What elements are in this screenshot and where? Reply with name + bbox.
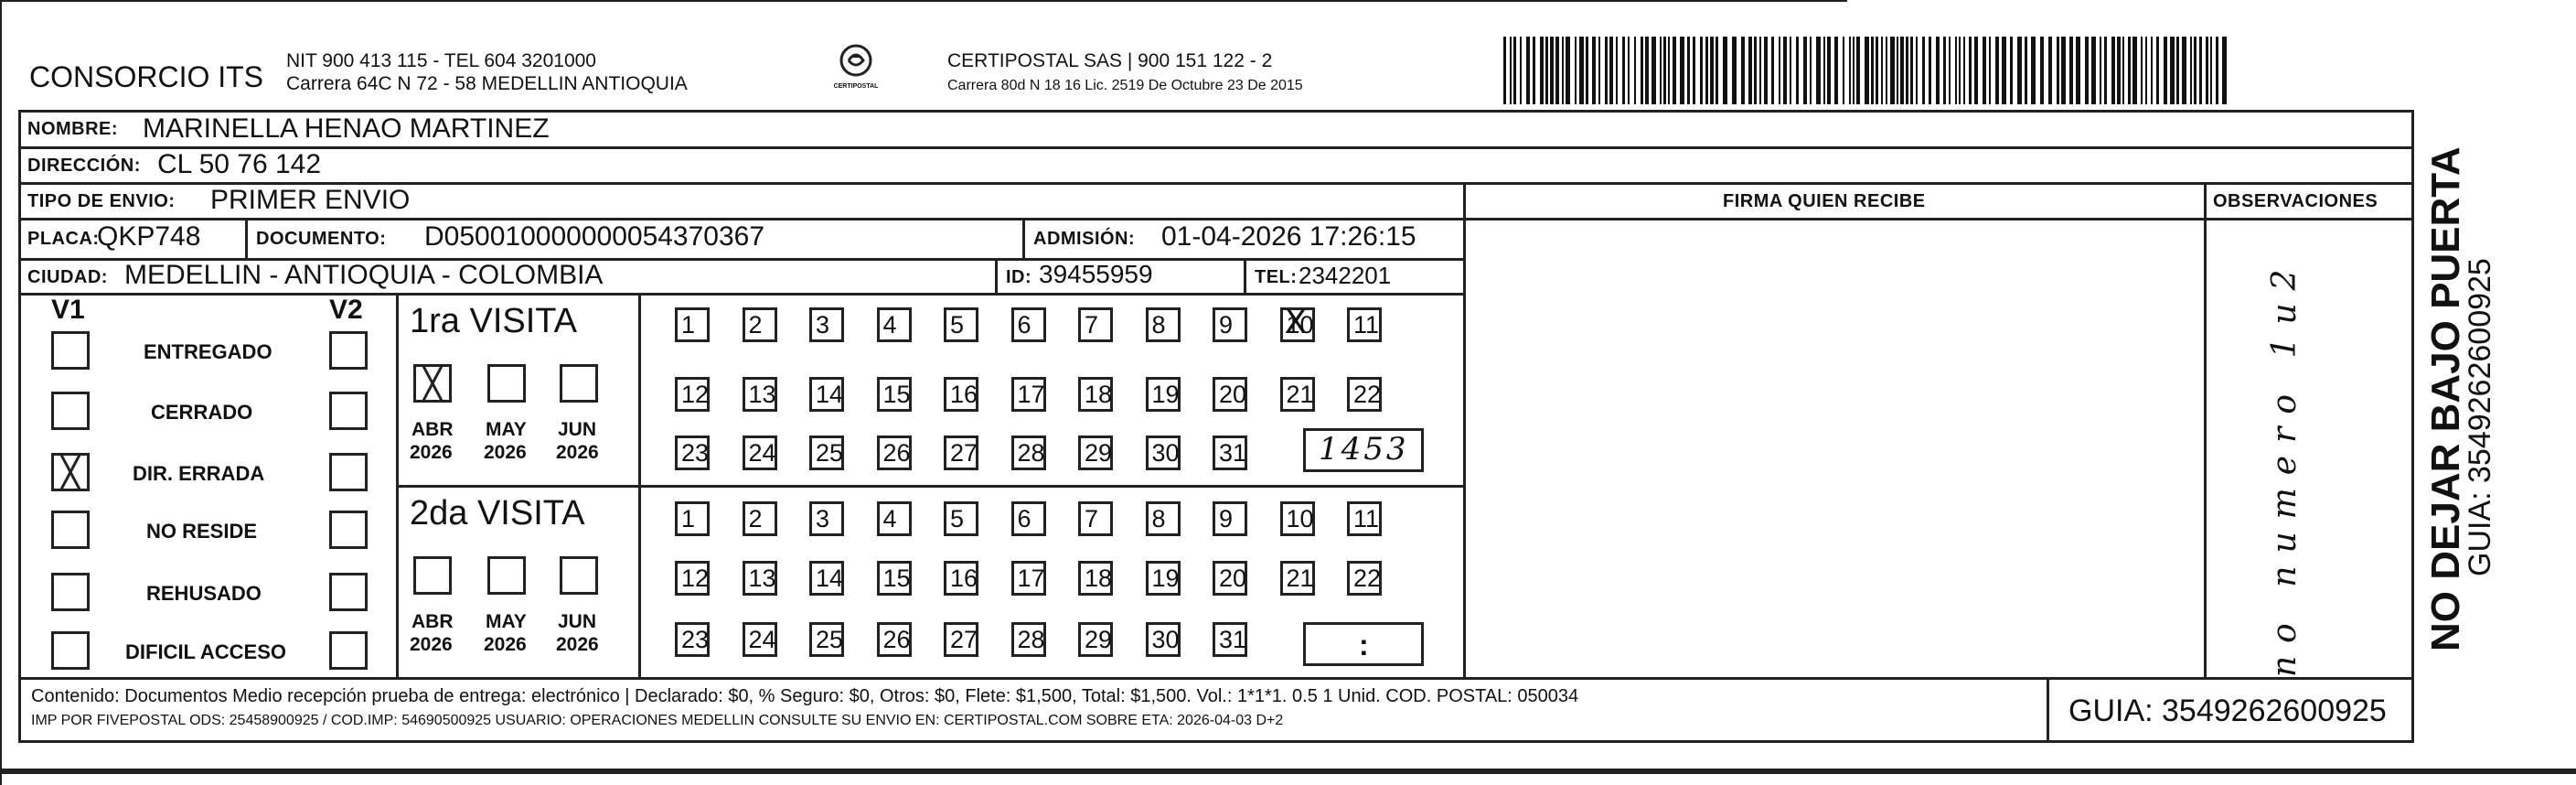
barcode-bar bbox=[2085, 37, 2089, 104]
barcode-bar bbox=[2117, 37, 2121, 104]
barcode-bar bbox=[1555, 37, 1559, 104]
first-visit-day-box[interactable]: 4 bbox=[877, 307, 912, 342]
second-visit-day-box[interactable]: 18 bbox=[1078, 561, 1113, 596]
barcode-bar bbox=[1816, 37, 1821, 104]
v1-checkbox[interactable] bbox=[51, 392, 90, 430]
second-visit-day-box[interactable]: 17 bbox=[1011, 561, 1046, 596]
barcode-bar bbox=[1545, 37, 1548, 104]
first-visit-day-box[interactable]: 30 bbox=[1146, 436, 1181, 470]
barcode-bar bbox=[1663, 37, 1666, 104]
carrier-line-2: Carrera 80d N 18 16 Lic. 2519 De Octubre 23 De 2015 bbox=[947, 78, 1303, 93]
year-label: 2026 bbox=[556, 442, 599, 463]
barcode-bar bbox=[2132, 37, 2137, 104]
barcode-bar bbox=[1634, 37, 1636, 104]
barcode-bar bbox=[2069, 37, 2073, 104]
company-line-2: Carrera 64C N 72 - 58 MEDELLIN ANTIOQUIA bbox=[286, 73, 688, 94]
barcode-bar bbox=[1827, 37, 1831, 104]
first-visit-day-box[interactable]: 28 bbox=[1011, 436, 1046, 470]
tel-value: 2342201 bbox=[1299, 262, 1392, 289]
status-label: ENTREGADO bbox=[144, 340, 273, 363]
barcode-bar bbox=[1969, 37, 1972, 104]
second-visit-day-box[interactable]: 28 bbox=[1011, 622, 1046, 657]
first-visit-day-box[interactable]: 16 bbox=[944, 377, 978, 412]
second-visit-title: 2da VISITA bbox=[410, 494, 585, 532]
barcode-bar bbox=[2164, 37, 2167, 104]
barcode-bar bbox=[1779, 37, 1780, 104]
second-visit-day-box[interactable]: 2 bbox=[743, 501, 777, 536]
barcode-bar bbox=[1628, 37, 1630, 104]
status-label: CERRADO bbox=[151, 401, 253, 424]
barcode-bar bbox=[2076, 37, 2080, 104]
barcode-bar bbox=[1949, 37, 1951, 104]
barcode-bar bbox=[1881, 37, 1883, 104]
v1-checkbox[interactable] bbox=[51, 331, 90, 370]
observaciones-label: OBSERVACIONES bbox=[2213, 191, 2378, 211]
barcode-bar bbox=[1849, 37, 1851, 104]
barcode-bar bbox=[1759, 37, 1761, 104]
barcode-bar bbox=[2061, 37, 2066, 104]
barcode-bar bbox=[1890, 37, 1895, 104]
barcode-bar bbox=[1906, 37, 1908, 104]
barcode-bar bbox=[1673, 37, 1676, 104]
barcode-bar bbox=[2194, 37, 2197, 104]
barcode-bar bbox=[1916, 37, 1918, 104]
first-visit-day-box[interactable]: 27 bbox=[944, 436, 978, 470]
barcode-bar bbox=[1520, 37, 1522, 104]
year-label: 2026 bbox=[556, 634, 599, 655]
second-visit-day-box[interactable]: 21 bbox=[1280, 561, 1315, 596]
first-visit-day-box[interactable]: 6 bbox=[1011, 307, 1046, 342]
first-visit-month-checkbox[interactable] bbox=[413, 364, 452, 403]
admision-label: ADMISIÓN: bbox=[1033, 229, 1136, 249]
tipo-envio-value: PRIMER ENVIO bbox=[210, 185, 411, 215]
barcode-bar bbox=[2031, 37, 2036, 104]
second-visit-month-checkbox[interactable] bbox=[487, 556, 526, 595]
row-line bbox=[18, 146, 2414, 149]
ciudad-value: MEDELLIN - ANTIOQUIA - COLOMBIA bbox=[124, 260, 604, 290]
direccion-value: CL 50 76 142 bbox=[157, 149, 322, 179]
barcode-bar bbox=[1566, 37, 1570, 104]
first-visit-day-box[interactable]: 9 bbox=[1213, 307, 1247, 342]
v1-checkbox[interactable] bbox=[51, 453, 90, 491]
barcode-bar bbox=[1592, 37, 1596, 104]
second-visit-day-box[interactable]: 15 bbox=[877, 561, 912, 596]
barcode-bar bbox=[2206, 37, 2208, 104]
year-label: 2026 bbox=[410, 634, 453, 655]
second-visit-day-box[interactable]: 24 bbox=[743, 622, 777, 657]
barcode-bar bbox=[1910, 37, 1913, 104]
v1-checkbox[interactable] bbox=[51, 573, 90, 611]
footer-contents: Contenido: Documentos Medio recepción prueba de entrega: electrónico | Declarado: $0, % Seguro: $0, Otros: $0, Flete: $1,500, Total: $1,500. Vol.: 1*1*1. 0.5 1 Unid. COD. POSTAL: 050034 bbox=[31, 686, 1579, 706]
barcode-bar bbox=[2122, 37, 2124, 104]
admision-value: 01-04-2026 17:26:15 bbox=[1161, 221, 1416, 252]
barcode-bar bbox=[2017, 37, 2022, 104]
barcode-bar bbox=[1741, 37, 1745, 104]
month-label: MAY bbox=[486, 419, 527, 440]
status-label: NO RESIDE bbox=[146, 520, 258, 543]
barcode-bar bbox=[1900, 37, 1904, 104]
id-label: ID: bbox=[1006, 267, 1032, 287]
first-visit-day-box[interactable]: 3 bbox=[809, 307, 844, 342]
second-visit-day-box[interactable]: 9 bbox=[1213, 501, 1247, 536]
barcode-bar bbox=[2170, 37, 2175, 104]
first-visit-time-value: 1453 bbox=[1319, 431, 1409, 468]
month-label: JUN bbox=[558, 419, 597, 440]
barcode-bar bbox=[2002, 37, 2006, 104]
second-visit-day-box[interactable]: 19 bbox=[1146, 561, 1181, 596]
barcode-bar bbox=[1598, 37, 1600, 104]
first-visit-day-box[interactable]: 12 bbox=[675, 377, 710, 412]
barcode-bar bbox=[2111, 37, 2115, 104]
barcode-bar bbox=[1810, 37, 1812, 104]
nombre-value: MARINELLA HENAO MARTINEZ bbox=[143, 113, 550, 144]
barcode-bar bbox=[1503, 37, 1506, 104]
first-visit-day-box[interactable]: 11 bbox=[1347, 307, 1382, 342]
second-visit-day-box[interactable]: 30 bbox=[1146, 622, 1181, 657]
observation-handwriting: no numero 1u2 bbox=[2266, 256, 2303, 677]
barcode-bar bbox=[1823, 37, 1825, 104]
barcode-bar bbox=[2145, 37, 2147, 104]
first-visit-month-checkbox[interactable] bbox=[560, 364, 598, 403]
footer-line bbox=[18, 677, 2414, 680]
col-line bbox=[1463, 182, 1466, 679]
barcode-bar bbox=[1764, 37, 1768, 104]
first-visit-day-box[interactable]: 25 bbox=[809, 436, 844, 470]
first-visit-day-box[interactable]: 31 bbox=[1213, 436, 1247, 470]
barcode-bar bbox=[2216, 37, 2218, 104]
barcode-bar bbox=[1790, 37, 1791, 104]
barcode-bar bbox=[2176, 37, 2179, 104]
barcode-bar bbox=[2010, 37, 2013, 104]
v2-checkbox[interactable] bbox=[329, 453, 368, 491]
first-visit-day-box[interactable]: 21 bbox=[1280, 377, 1315, 412]
second-visit-day-box[interactable]: 20 bbox=[1213, 561, 1247, 596]
first-visit-day-box[interactable]: 13 bbox=[743, 377, 777, 412]
barcode-bar bbox=[1723, 37, 1727, 104]
barcode-bar bbox=[1834, 37, 1838, 104]
barcode-bar bbox=[2222, 37, 2227, 104]
year-label: 2026 bbox=[484, 442, 527, 463]
footer-print-info: IMP POR FIVEPOSTAL ODS: 25458900925 / COD.IMP: 54690500925 USUARIO: OPERACIONES MEDELLIN CONSULTE SU ENVIO EN: CERTIPOSTAL.COM SOBRE ETA: 2026-04-03 D+2 bbox=[31, 713, 1284, 728]
barcode-bar bbox=[2182, 37, 2186, 104]
barcode-bar bbox=[1922, 37, 1925, 104]
barcode-bar bbox=[1796, 37, 1799, 104]
second-visit-day-box[interactable]: 13 bbox=[743, 561, 777, 596]
barcode-bar bbox=[1963, 37, 1965, 104]
logo-caption: CERTIPOSTAL bbox=[833, 83, 879, 90]
id-value: 39455959 bbox=[1039, 260, 1153, 288]
first-visit-day-box[interactable]: 20 bbox=[1213, 377, 1247, 412]
first-visit-day-box[interactable]: 10 X bbox=[1280, 307, 1315, 342]
barcode-bar bbox=[1700, 37, 1703, 104]
col-line bbox=[995, 258, 998, 293]
barcode-bar bbox=[1783, 37, 1787, 104]
v2-checkbox[interactable] bbox=[329, 511, 368, 549]
barcode-bar bbox=[1936, 37, 1940, 104]
col-line bbox=[1022, 218, 1025, 258]
barcode-bar bbox=[1645, 37, 1649, 104]
barcode-bar bbox=[1974, 37, 1978, 104]
barcode-bar bbox=[1562, 37, 1564, 104]
barcode-bar bbox=[1897, 37, 1898, 104]
first-visit-day-box[interactable]: 7 bbox=[1078, 307, 1113, 342]
carrier-line-1: CERTIPOSTAL SAS | 900 151 122 - 2 bbox=[947, 50, 1273, 71]
tracking-barcode bbox=[1503, 37, 2231, 104]
row-line bbox=[18, 293, 1465, 296]
first-visit-day-box[interactable]: 22 bbox=[1347, 377, 1382, 412]
documento-value: D050010000000054370367 bbox=[424, 221, 765, 252]
first-visit-day-box[interactable]: 2 bbox=[743, 307, 777, 342]
second-visit-day-box[interactable]: 11 bbox=[1347, 501, 1382, 536]
barcode-bar bbox=[1550, 37, 1554, 104]
v1-checkbox[interactable] bbox=[51, 511, 90, 549]
visit-divider bbox=[398, 485, 1465, 488]
barcode-bar bbox=[2199, 37, 2202, 104]
barcode-bar bbox=[1989, 37, 1991, 104]
status-label: DIR. ERRADA bbox=[133, 462, 265, 485]
barcode-bar bbox=[1540, 37, 1544, 104]
second-visit-day-box[interactable]: 25 bbox=[809, 622, 844, 657]
firma-label: FIRMA QUIEN RECIBE bbox=[1723, 191, 1926, 211]
second-visit-day-box[interactable]: 27 bbox=[944, 622, 978, 657]
barcode-bar bbox=[1705, 37, 1708, 104]
first-visit-day-box[interactable]: 1 bbox=[675, 307, 710, 342]
barcode-bar bbox=[1586, 37, 1588, 104]
second-visit-time bbox=[1303, 622, 1424, 666]
col-line bbox=[2047, 677, 2049, 743]
second-visit-day-box[interactable]: 12 bbox=[675, 561, 710, 596]
barcode-bar bbox=[1803, 37, 1807, 104]
col-line bbox=[2204, 182, 2207, 679]
barcode-bar bbox=[1853, 37, 1855, 104]
tipo-envio-label: TIPO DE ENVIO: bbox=[27, 191, 176, 211]
barcode-bar bbox=[1609, 37, 1613, 104]
barcode-bar bbox=[1754, 37, 1757, 104]
first-visit-day-box[interactable]: 17 bbox=[1011, 377, 1046, 412]
barcode-bar bbox=[1526, 37, 1530, 104]
v2-checkbox[interactable] bbox=[329, 331, 368, 370]
col-line bbox=[1244, 258, 1246, 293]
second-visit-time-value: : bbox=[1359, 629, 1369, 661]
second-visit-day-box[interactable]: 3 bbox=[809, 501, 844, 536]
barcode-bar bbox=[1622, 37, 1625, 104]
first-visit-day-box[interactable]: 15 bbox=[877, 377, 912, 412]
barcode-bar bbox=[1579, 37, 1584, 104]
second-visit-day-box[interactable]: 5 bbox=[944, 501, 978, 536]
barcode-bar bbox=[1687, 37, 1690, 104]
second-visit-day-box[interactable]: 23 bbox=[675, 622, 710, 657]
direccion-label: DIRECCIÓN: bbox=[27, 156, 141, 176]
second-visit-month-checkbox[interactable] bbox=[560, 556, 598, 595]
barcode-bar bbox=[1513, 37, 1516, 104]
first-visit-day-box[interactable]: 29 bbox=[1078, 436, 1113, 470]
left-edge-line bbox=[0, 0, 2, 785]
barcode-bar bbox=[1865, 37, 1869, 104]
first-visit-month-checkbox[interactable] bbox=[487, 364, 526, 403]
barcode-bar bbox=[2091, 37, 2096, 104]
v2-checkbox[interactable] bbox=[329, 392, 368, 430]
barcode-bar bbox=[1575, 37, 1577, 104]
second-visit-day-box[interactable]: 4 bbox=[877, 501, 912, 536]
month-label: ABR bbox=[412, 611, 454, 632]
barcode-bar bbox=[2156, 37, 2159, 104]
barcode-bar bbox=[1510, 37, 1512, 104]
barcode-bar bbox=[1716, 37, 1718, 104]
barcode-bar bbox=[1886, 37, 1887, 104]
barcode-bar bbox=[1856, 37, 1860, 104]
v2-checkbox[interactable] bbox=[329, 631, 368, 670]
barcode-bar bbox=[1710, 37, 1714, 104]
barcode-bar bbox=[2210, 37, 2212, 104]
first-visit-day-box[interactable]: 14 bbox=[809, 377, 844, 412]
second-visit-day-box[interactable]: 29 bbox=[1078, 622, 1113, 657]
barcode-bar bbox=[2190, 37, 2192, 104]
barcode-bar bbox=[2141, 37, 2143, 104]
barcode-bar bbox=[2057, 37, 2059, 104]
ciudad-label: CIUDAD: bbox=[27, 267, 108, 287]
col-line bbox=[638, 293, 641, 679]
status-label: REHUSADO bbox=[146, 582, 262, 605]
barcode-bar bbox=[1843, 37, 1844, 104]
top-edge-line bbox=[0, 0, 1847, 2]
barcode-bar bbox=[1693, 37, 1695, 104]
no-dejar-bajo-puerta: NO DEJAR BAJO PUERTA bbox=[2423, 146, 2468, 651]
barcode-bar bbox=[1871, 37, 1874, 104]
month-label: MAY bbox=[486, 611, 527, 632]
barcode-bar bbox=[1616, 37, 1618, 104]
first-visit-day-box[interactable]: 8 bbox=[1146, 307, 1181, 342]
barcode-bar bbox=[1732, 37, 1737, 104]
barcode-bar bbox=[2100, 37, 2101, 104]
status-label: DIFICIL ACCESO bbox=[125, 640, 287, 663]
barcode-bar bbox=[2104, 37, 2107, 104]
second-visit-day-box[interactable]: 14 bbox=[809, 561, 844, 596]
second-visit-day-box[interactable]: 31 bbox=[1213, 622, 1247, 657]
barcode-bar bbox=[1748, 37, 1752, 104]
barcode-bar bbox=[2128, 37, 2131, 104]
documento-label: DOCUMENTO: bbox=[256, 229, 387, 249]
first-visit-day-box[interactable]: 19 bbox=[1146, 377, 1181, 412]
barcode-bar bbox=[1651, 37, 1656, 104]
first-visit-time bbox=[1303, 428, 1424, 472]
barcode-bar bbox=[2151, 37, 2153, 104]
second-visit-month-checkbox[interactable] bbox=[413, 556, 452, 595]
second-visit-day-box[interactable]: 1 bbox=[675, 501, 710, 536]
first-visit-day-box[interactable]: 24 bbox=[743, 436, 777, 470]
footer-guia: GUIA: 3549262600925 bbox=[2068, 694, 2387, 728]
barcode-bar bbox=[1641, 37, 1643, 104]
second-visit-day-box[interactable]: 6 bbox=[1011, 501, 1046, 536]
first-visit-day-box[interactable]: 18 bbox=[1078, 377, 1113, 412]
placa-value: QKP748 bbox=[97, 221, 201, 252]
row-line bbox=[18, 218, 2414, 220]
company-name: CONSORCIO ITS bbox=[29, 60, 264, 93]
barcode-bar bbox=[1995, 37, 1999, 104]
barcode-bar bbox=[1668, 37, 1670, 104]
barcode-bar bbox=[2048, 37, 2052, 104]
side-guia-number: GUIA: 3549262600925 bbox=[2463, 258, 2497, 576]
barcode-bar bbox=[1605, 37, 1608, 104]
month-label: JUN bbox=[558, 611, 597, 632]
barcode-bar bbox=[1955, 37, 1957, 104]
v2-checkbox[interactable] bbox=[329, 573, 368, 611]
barcode-bar bbox=[1943, 37, 1946, 104]
barcode-bar bbox=[1533, 37, 1535, 104]
year-label: 2026 bbox=[410, 442, 453, 463]
second-visit-day-box[interactable]: 26 bbox=[877, 622, 912, 657]
barcode-bar bbox=[1680, 37, 1684, 104]
col-line bbox=[396, 293, 399, 679]
second-visit-day-box[interactable]: 22 bbox=[1347, 561, 1382, 596]
bottom-edge-line bbox=[0, 769, 2576, 774]
year-label: 2026 bbox=[484, 634, 527, 655]
barcode-bar bbox=[1876, 37, 1878, 104]
second-visit-day-box[interactable]: 10 bbox=[1280, 501, 1315, 536]
company-line-1: NIT 900 413 115 - TEL 604 3201000 bbox=[286, 50, 596, 71]
col-line bbox=[245, 218, 248, 258]
tel-label: TEL: bbox=[1255, 267, 1298, 287]
barcode-bar bbox=[1660, 37, 1662, 104]
certipostal-logo bbox=[830, 42, 882, 97]
v1-checkbox[interactable] bbox=[51, 631, 90, 670]
v2-header: V2 bbox=[329, 295, 363, 325]
v1-header: V1 bbox=[51, 295, 85, 325]
barcode-bar bbox=[2040, 37, 2044, 104]
first-visit-day-box[interactable]: 5 bbox=[944, 307, 978, 342]
second-visit-day-box[interactable]: 8 bbox=[1146, 501, 1181, 536]
barcode-bar bbox=[1929, 37, 1931, 104]
barcode-bar bbox=[1771, 37, 1774, 104]
first-visit-title: 1ra VISITA bbox=[410, 302, 578, 340]
barcode-bar bbox=[1959, 37, 1961, 104]
placa-label: PLACA: bbox=[27, 229, 100, 249]
second-visit-day-box[interactable]: 16 bbox=[944, 561, 978, 596]
month-label: ABR bbox=[412, 419, 454, 440]
first-visit-day-box[interactable]: 26 bbox=[877, 436, 912, 470]
barcode-bar bbox=[2025, 37, 2027, 104]
barcode-bar bbox=[1983, 37, 1986, 104]
nombre-label: NOMBRE: bbox=[27, 119, 119, 139]
first-visit-day-box[interactable]: 23 bbox=[675, 436, 710, 470]
second-visit-day-box[interactable]: 7 bbox=[1078, 501, 1113, 536]
